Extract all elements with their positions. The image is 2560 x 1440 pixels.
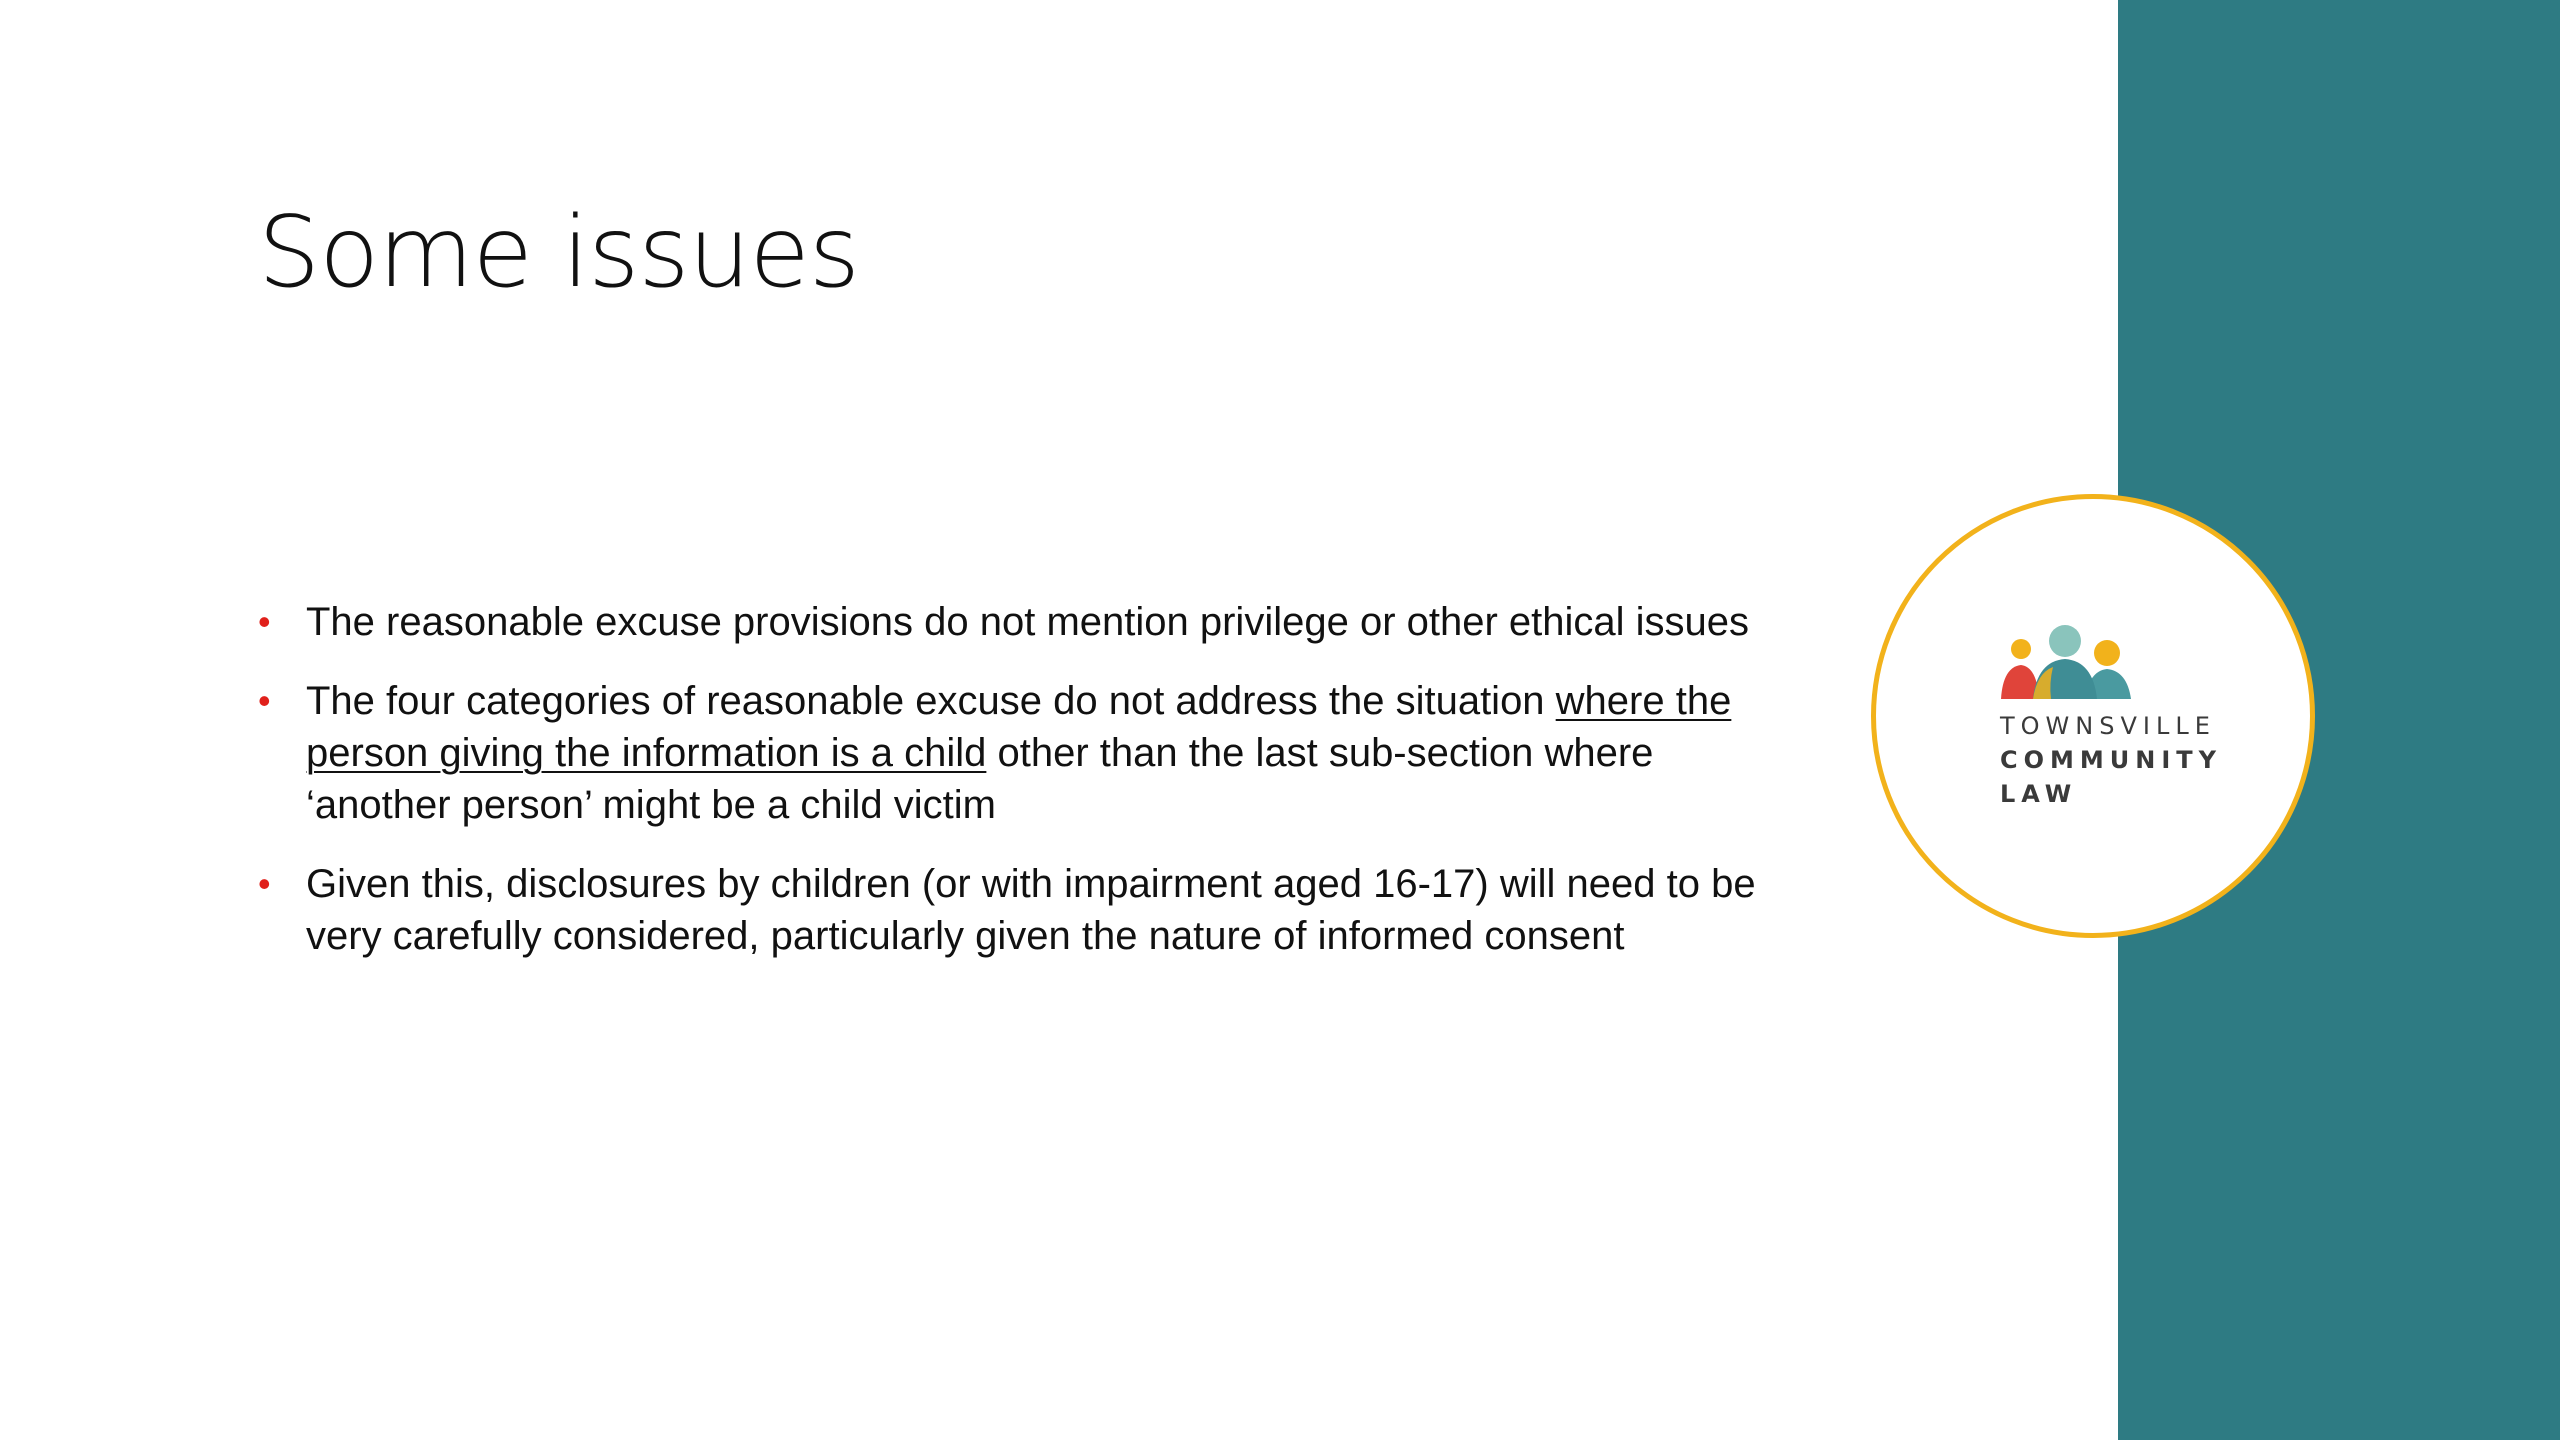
bullet-item bbox=[258, 675, 1788, 831]
bullet-dot: • bbox=[258, 680, 271, 721]
logo-wordmark bbox=[2000, 709, 2222, 811]
logo-badge bbox=[1871, 494, 2315, 938]
logo-line-1: TOWNSVILLE bbox=[2000, 712, 2216, 740]
bullet-item bbox=[258, 596, 1788, 648]
bullet-text: Given this, disclosures by children (or with impairment aged 16-17) will need to be very carefully considered, particularly given the nature of informed consent bbox=[306, 862, 1756, 958]
bullet-text-continued: other than the last sub-section where ‘another person’ might be a child victim bbox=[306, 731, 1654, 827]
logo-line-3: LAW bbox=[2000, 780, 2078, 808]
three-people-icon bbox=[1997, 623, 2137, 701]
bullet-list bbox=[258, 596, 1788, 989]
bullet-text: The reasonable excuse provisions do not mention privilege or other ethical issues bbox=[306, 600, 1750, 644]
bullet-text: The four categories of reasonable excuse do not address the situation bbox=[306, 679, 1556, 723]
bullet-dot: • bbox=[258, 601, 271, 642]
underlined-phrase: where the person giving the information is a child bbox=[306, 679, 1732, 775]
logo-line-2: COMMUNITY bbox=[2000, 746, 2223, 774]
slide-title: Some issues bbox=[258, 196, 859, 310]
bullet-dot: • bbox=[258, 863, 271, 904]
bullet-item bbox=[258, 858, 1788, 962]
